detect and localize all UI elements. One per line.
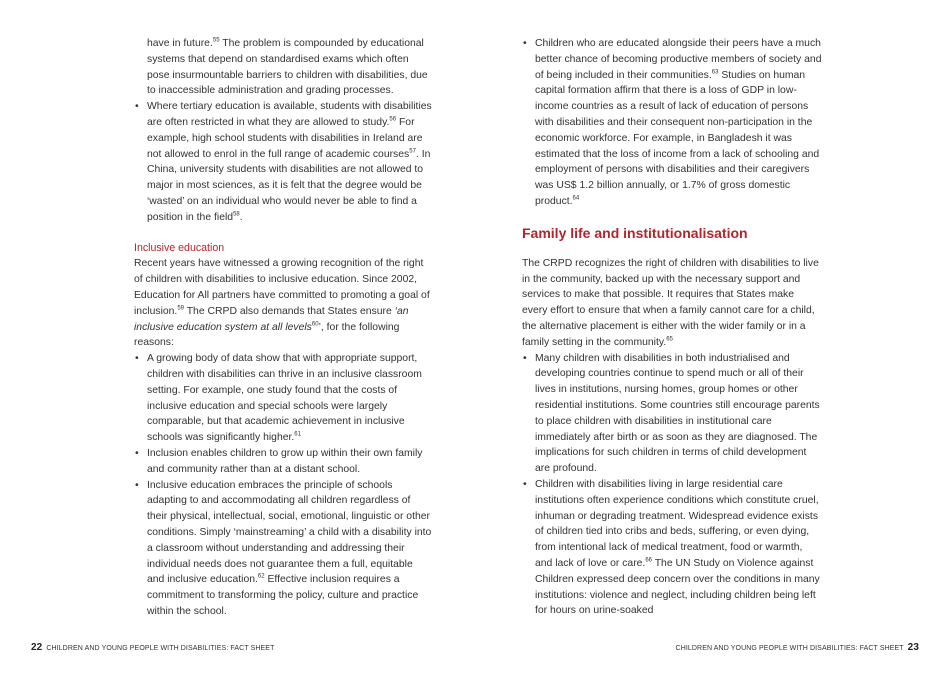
footer-title: CHILDREN AND YOUNG PEOPLE WITH DISABILITIES: FACT SHEET <box>46 645 275 652</box>
left-text-column <box>134 36 432 620</box>
intro-paragraph: have in future.$^{55}$ The problem is compounded by educational systems that depend on standardised exams which often pose insurmountable barriers to children with disabilities, due to inaccessible administration and grading processes. <box>147 37 428 97</box>
left-footer <box>31 642 274 655</box>
tertiary-list <box>134 99 432 225</box>
footnote-ref: 62 <box>257 573 265 580</box>
right-text-column <box>522 36 822 619</box>
footnote-ref: 55 <box>212 37 220 44</box>
bullet-residential-care: • Children with disabilities living in large residential care institutions often experience conditions which constitute cruel, inhuman or degrading treatment. Widespread evidence exists of children tied into cribs and beds, suffering, or even dying, from intentional lack of medical treatment, food or warmth, and lack of love or care.$^{66}$ The UN Study on Violence against Children expressed deep concern over the conditions in many institutions: violence and neglect, including children being left for hours on urine-soaked <box>522 477 822 619</box>
footnote-ref: 60 <box>311 321 319 328</box>
bullet-data-support: • A growing body of data show that with appropriate support, children with disabilities can thrive in an inclusive classroom setting. For example, one study found that the costs of inclusive education and special schools were largely comparable, but that academic achievement in inclusive schools was significantly higher.$^{61}$ <box>134 351 432 446</box>
footnote-ref: 64 <box>572 195 580 202</box>
peers-list <box>522 36 822 210</box>
footer-title: CHILDREN AND YOUNG PEOPLE WITH DISABILITIES: FACT SHEET <box>675 645 904 652</box>
footnote-ref: 56 <box>389 116 397 123</box>
right-footer <box>676 642 919 655</box>
page-number: 22 <box>31 642 43 653</box>
footnote-ref: 59 <box>177 305 185 312</box>
crpd-community-paragraph: The CRPD recognizes the right of children with disabilities to live in the community, backed up with the necessary support and services to make that possible. It requires that States make every effort to ensure that when a family cannot care for a child, the alternative placement is either with the wider family or in a family setting in the community.$^{65}$ <box>522 257 819 348</box>
right-page <box>475 0 950 674</box>
footnote-ref: 66 <box>645 557 653 564</box>
footnote-ref: 58 <box>233 211 240 218</box>
family-life-heading: Family life and institutionalisation <box>522 224 748 241</box>
footnote-ref: 65 <box>666 336 673 343</box>
bullet-educated-with-peers: • Children who are educated alongside their peers have a much better chance of becoming productive members of society and of being included in their communities.$^{63}$ Studies on human capital formation affirm that there is a loss of GDP in low-income countries as a result of lack of education of persons with disabilities and their consequent non-participation in the economic workforce. For example, in Bangladesh it was estimated that the loss of income from a lack of schooling and employment of persons with disabilities and their caregivers was US$ 1.2 billion annually, or 1.7% of gross domestic product.$^{64}$ <box>522 36 822 210</box>
inclusive-education-paragraph: Recent years have witnessed a growing recognition of the right of children with disabilities to inclusive education. Since 2002, Education for All partners have committed to promoting a goal of inclusion.$^{59}$ The CRPD also demands that States ensure ‘an inclusive education system at all levels$^{60}$’, for the following reasons: <box>134 258 430 349</box>
page-number: 23 <box>907 642 919 653</box>
bullet-inclusion-principle: • Inclusive education embraces the principle of schools adapting to and accommodating all children regardless of their physical, intellectual, social, emotional, linguistic or other conditions. Simply ‘mainstreaming’ a child with a disability into a classroom without understanding and addressing their individual needs does not guarantee them a full, equitable and inclusive education.$^{62}$ Effective inclusion requires a commitment to transforming the policy, culture and practice within the school. <box>134 478 432 620</box>
footnote-ref: 57 <box>409 148 416 155</box>
bullet-tertiary-education: • Where tertiary education is available, students with disabilities are often restricted in what they are allowed to study.$^{56}$ For example, high school students with disabilities in Ireland are not allowed to enrol in the full range of academic courses$^{57}$. In China, university students with disabilities are not allowed to major in most sciences, as it is felt that the degree would be ‘wasted’ on an individual who would never be able to find a position in the field$^{58}$. <box>134 99 432 225</box>
footnote-ref: 63 <box>711 69 719 76</box>
institutions-list <box>522 351 822 620</box>
inclusive-reasons-list <box>134 351 432 620</box>
inclusive-education-subheading: Inclusive education <box>134 241 225 254</box>
footnote-ref: 61 <box>294 431 301 438</box>
bullet-institutions: • Many children with disabilities in both industrialised and developing countries continue to spend much or all of their lives in institutions, nursing homes, group homes or other residential institutions. Some countries still encourage parents to place children with disabilities in institutional care immediately after birth or as soon as they are diagnosed. The implications for such children in terms of child development are profound. <box>522 351 822 477</box>
bullet-family-community: • Inclusion enables children to grow up within their own family and community rather than at a distant school. <box>134 446 432 478</box>
